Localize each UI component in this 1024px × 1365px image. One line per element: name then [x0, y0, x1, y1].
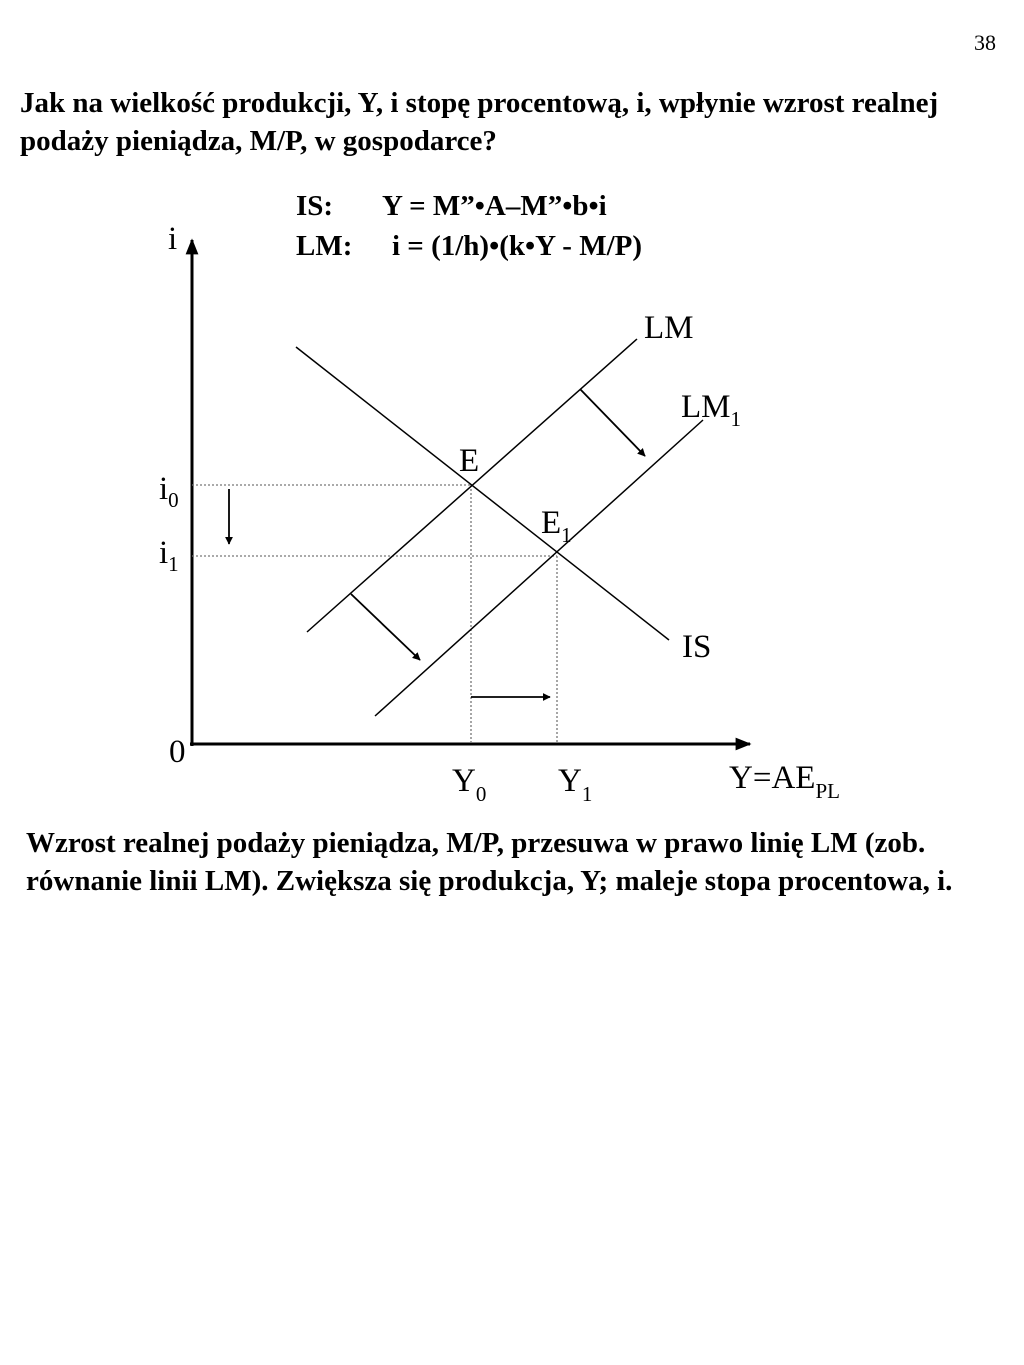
- x-axis-label-main: Y=AE: [729, 760, 816, 796]
- equilibrium-e1-label-main: E: [541, 505, 562, 541]
- i1-tick-label: [159, 535, 179, 576]
- question-text: Jak na wielkość produkcji, Y, i stopę procentową, i, wpłynie wzrost realnej podaży pieniądza, M/P, w gospodarce?: [20, 87, 939, 157]
- equilibrium-e1-label-sub: 1: [561, 523, 572, 547]
- equilibrium-e1-label: [541, 505, 572, 547]
- lm-shift-arrow-lower: [351, 594, 420, 660]
- i1-tick-label-main: i: [159, 535, 169, 571]
- explanation-text: Wzrost realnej podaży pieniądza, M/P, przesuwa w prawo linię LM (zob. równanie linii LM). Zwiększa się produkcja, Y; maleje stopa procentowa, i.: [26, 827, 953, 897]
- equilibrium-e-label: E: [459, 443, 480, 479]
- y-axis-label: i: [168, 221, 178, 257]
- y0-tick-label-sub: 0: [475, 782, 487, 806]
- i1-tick-label-sub: 1: [168, 552, 179, 576]
- y0-tick-label: [452, 763, 486, 806]
- is-equation-name: IS:: [296, 190, 334, 222]
- i0-tick-label-sub: 0: [168, 488, 179, 512]
- y1-tick-label-sub: 1: [581, 782, 593, 806]
- y1-tick-label-main: Y: [558, 763, 582, 799]
- lm1-curve: [375, 420, 703, 716]
- y1-tick-label: [558, 763, 592, 806]
- page-number: 38: [974, 30, 996, 55]
- lm-curve-label: LM: [644, 310, 694, 346]
- i0-tick-label: [159, 471, 179, 512]
- y0-tick-label-main: Y: [452, 763, 476, 799]
- is-equation-formula: Y = M”•A–M”•b•i: [382, 190, 607, 222]
- x-axis-label: [729, 760, 840, 803]
- is-curve-label: IS: [682, 629, 712, 665]
- lm1-curve-label: [681, 389, 741, 431]
- lm1-curve-label-sub: 1: [730, 407, 741, 431]
- lm-shift-arrow-upper: [580, 389, 645, 456]
- i0-tick-label-main: i: [159, 471, 169, 507]
- x-axis-label-sub: PL: [815, 779, 840, 803]
- origin-label: 0: [169, 734, 186, 770]
- lm-equation-formula: i = (1/h)•(k•Y - M/P): [392, 230, 642, 262]
- lm-equation-name: LM:: [296, 230, 353, 262]
- lm1-curve-label-main: LM: [681, 389, 731, 425]
